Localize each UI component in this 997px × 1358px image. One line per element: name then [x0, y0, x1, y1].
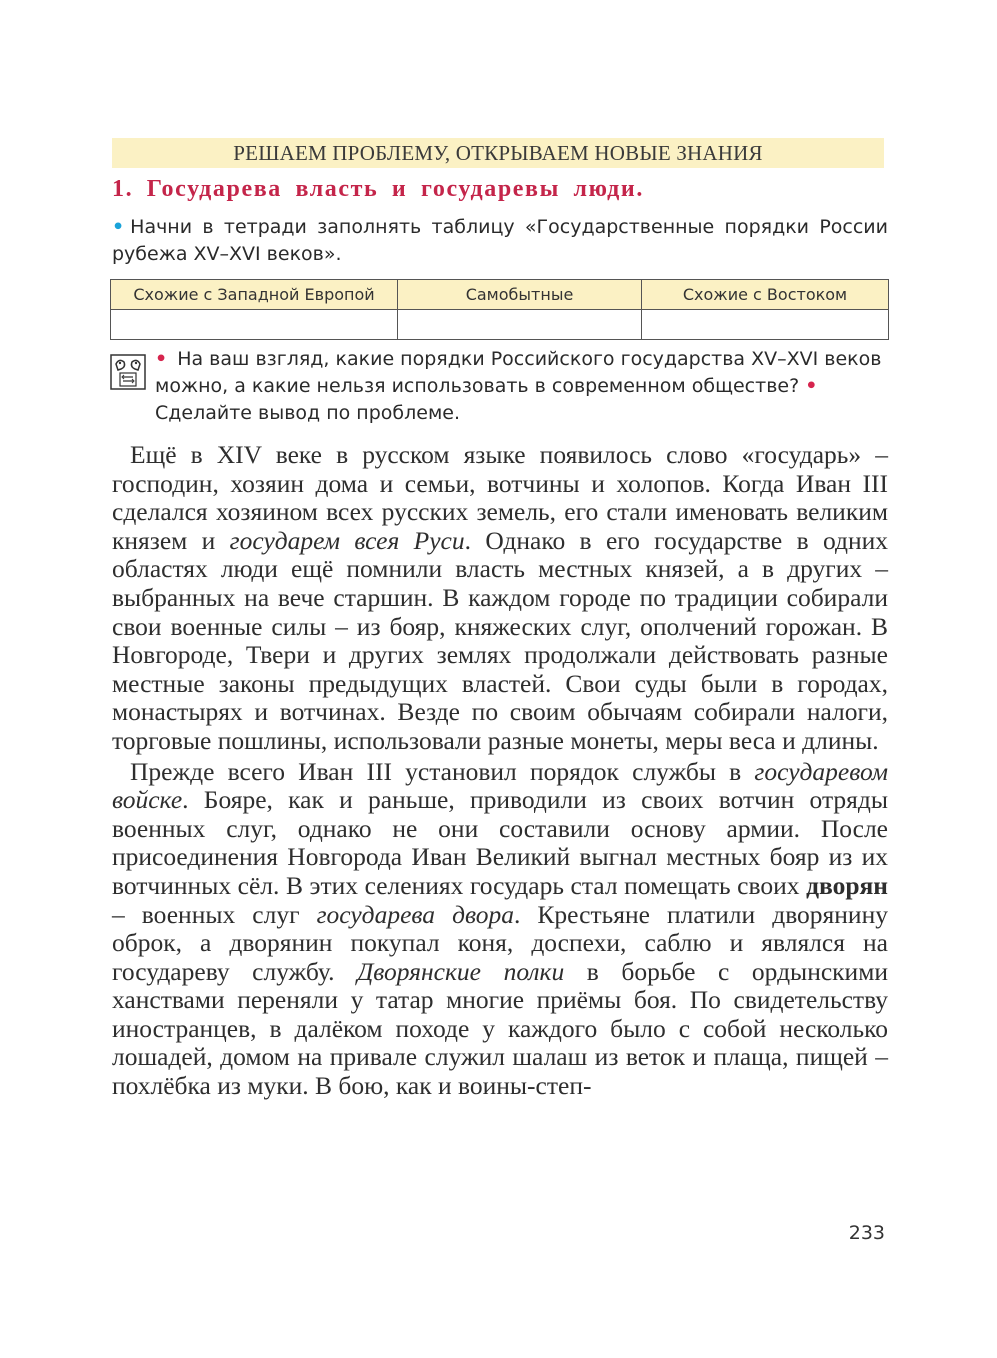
discussion-question — [155, 346, 888, 427]
italic-term: государева двора — [316, 899, 514, 929]
table-header-west: Схожие с Западной Европой — [111, 280, 398, 310]
section-heading: 1. Государева власть и государевы люди. — [112, 176, 644, 202]
table-header-east: Схожие с Востоком — [642, 280, 889, 310]
paragraph — [112, 441, 888, 756]
text-run: Прежде всего Иван III установил порядок службы в — [130, 756, 755, 786]
table-cell — [111, 310, 398, 340]
page-number: 233 — [848, 1222, 885, 1244]
bullet-icon: • — [155, 348, 168, 370]
banner-text: РЕШАЕМ ПРОБЛЕМУ, ОТКРЫВАЕМ НОВЫЕ ЗНАНИЯ — [233, 140, 763, 165]
bold-term: дворян — [806, 870, 888, 900]
states-table — [110, 279, 889, 340]
table-header-row — [111, 280, 889, 310]
bullet-icon: • — [112, 216, 125, 238]
italic-term: государевом войске — [112, 756, 888, 815]
table-cell — [398, 310, 642, 340]
question-conclusion: Сделайте вывод по проблеме. — [155, 402, 461, 424]
paragraph — [112, 758, 888, 1101]
task-text: Начни в тетради заполнять таблицу «Государственные порядки России рубежа XV–XVI веков». — [112, 216, 888, 265]
main-text — [112, 441, 888, 1101]
task-instruction — [112, 214, 888, 268]
text-run: Ещё в XIV веке в русском языке появилось слово «государь» – господин, хозяин дома и семьи, вотчины и холопов. Когда Иван III сделался хозяином всех русских земель, его стали именовать великим князем и — [112, 440, 888, 555]
text-run: – военных слуг — [112, 899, 317, 929]
text-run: . Однако в его государстве в одних областях люди ещё помнили власть местных князей, а в других – выбранных на вече старшин. В каждом городе по традиции собирали свои военные силы – из бояр, княжеских слуг, ополчений горожан. В Новгороде, Твери и других землях продолжали действовать разные местные законы предыдущих властей. Свои суды были в городах, монастырях и вотчинах. Везде по своим обычаям собирали налоги, торговые пошлины, использовали разные монеты, меры веса и длины. — [112, 525, 888, 755]
italic-term: Дворянские полки — [357, 956, 565, 986]
bullet-icon: • — [805, 375, 818, 397]
text-run: . Крестьяне платили дворянину оброк, а дворянин покупал коня, доспехи, саблю и являлся на государеву службу. — [112, 899, 888, 986]
discussion-icon — [110, 354, 146, 390]
table-header-original: Самобытные — [398, 280, 642, 310]
section-banner — [112, 138, 884, 168]
table-row — [111, 310, 889, 340]
question-text: На ваш взгляд, какие порядки Российского государства XV–XVI веков можно, а какие нельзя использовать в современном обществе? — [155, 348, 882, 397]
text-run: . Бояре, как и раньше, приводили из своих вотчин отряды военных слуг, однако не они составили основу армии. После присоединения Новгорода Иван Великий выгнал местных бояр из их вотчинных сёл. В этих селениях государь стал помещать своих — [112, 785, 888, 900]
text-run: в борьбе с ордынскими ханствами переняли у татар многие приёмы боя. По свидетельству иностранцев, в далёком походе у каждого было с собой несколько лошадей, домом на привале служил шалаш из веток и плаща, пищей – похлёбка из муки. В бою, как и воины-степ- — [112, 956, 888, 1101]
italic-term: государем всея Руси — [229, 525, 465, 555]
table-cell — [642, 310, 889, 340]
